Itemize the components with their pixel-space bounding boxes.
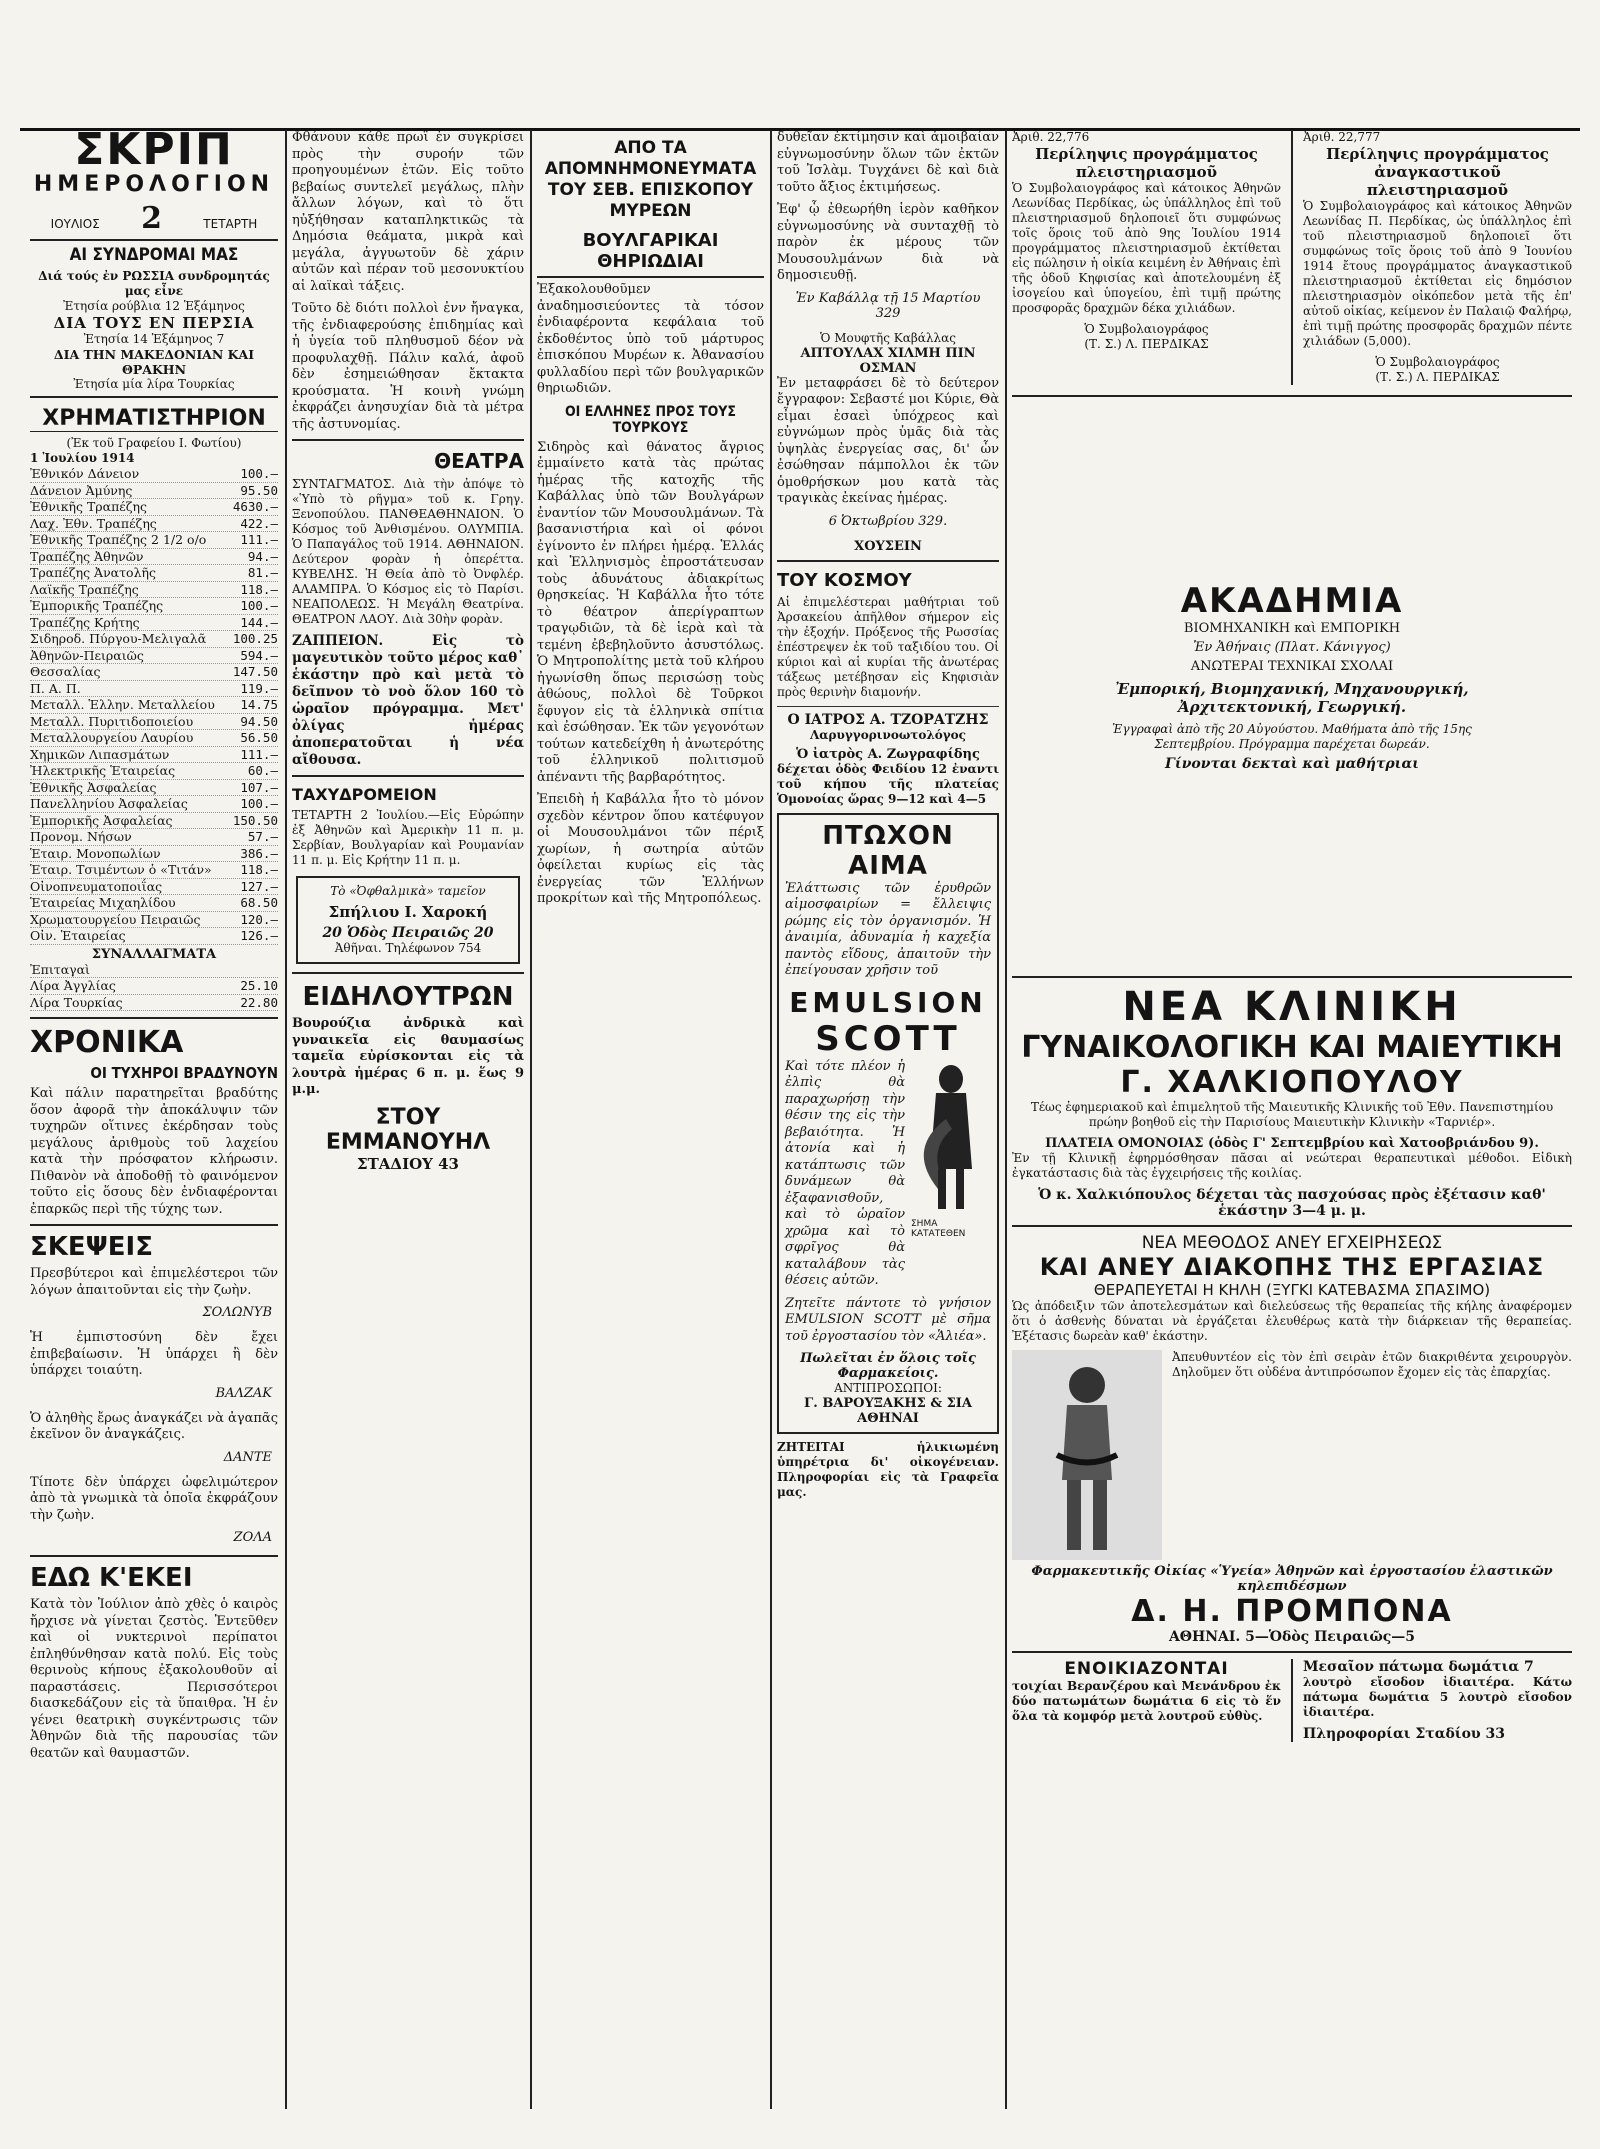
market-row-name: Μεταλλ. Πυριτιδοποιείου [30, 713, 194, 729]
market-row-value: 386.— [240, 845, 278, 861]
ophthalmic-ad-foot: Ἀθῆναι. Τηλέφωνον 754 [334, 941, 482, 955]
subscriptions-macedonia: ΔΙΑ ΤΗΝ ΜΑΚΕΔΟΝΙΑΝ ΚΑΙ ΘΡΑΚΗΝ [53, 347, 255, 377]
market-row-value: 107.— [240, 779, 278, 795]
market-row-name: Τραπέζης Κρήτης [30, 614, 140, 630]
market-row-value: 422.— [240, 515, 278, 531]
edo-kekei-heading: ΕΔΩ Κ'ΕΚΕΙ [30, 1563, 193, 1593]
market-row-name: Ἐθνικῆς Τραπέζης [30, 499, 148, 514]
market-row-value: 100.— [240, 598, 278, 613]
fx-row-value: 22.80 [240, 994, 278, 1010]
market-row [30, 499, 278, 516]
auction-right-sign-2: (Τ. Σ.) Λ. ΠΕΡΔΙΚΑΣ [1375, 370, 1500, 384]
column-rule [1005, 130, 1007, 2109]
market-row [30, 631, 278, 648]
clinic-doctor: Γ. ΧΑΛΚΙΟΠΟΥΛΟΥ [1120, 1065, 1464, 1100]
market-row [30, 846, 278, 863]
fx-row-name: Λίρα Τουρκίας [30, 994, 123, 1010]
ophthalmic-ad-address: 20 Ὁδὸς Πειραιῶς 20 [322, 925, 494, 941]
clinic-text: Τέως ἐφημεριακοῦ καὶ ἐπιμελητοῦ τῆς Μαιευτικῆς Κλινικῆς τοῦ Ἐθν. Πανεπιστημίου πρώην βοηθοῦ εἰς τὴν Παρισίους Μαιευτικὴν Κλινικὴν «Ταρνιέρ». [1030, 1100, 1554, 1129]
skepseis-section [30, 1232, 278, 1545]
fx-row [30, 962, 278, 979]
col4-date-line: Ἐν Καβάλλᾳ τῇ 15 Μαρτίου 329 [795, 290, 981, 321]
market-row [30, 483, 278, 500]
market-row [30, 747, 278, 764]
ophthalmic-ad-title: Τὸ «Ὀφθαλμικὰ» ταμεῖον [330, 884, 486, 898]
blank-space-2 [1012, 780, 1572, 970]
fx-row [30, 995, 278, 1012]
fx-heading: ΣΥΝΑΛΛΑΓΜΑΤΑ [91, 946, 217, 962]
notice-divider [1291, 130, 1293, 385]
academy-schools: ΑΝΩΤΕΡΑΙ ΤΕΧΝΙΚΑΙ ΣΧΟΛΑΙ [1190, 659, 1394, 674]
col4-text-2: Ἐφ' ᾧ ἐθεωρήθη ἱερὸν καθῆκον εὐγνωμοσύνης νὰ συνταχθῇ τὸ παρὸν ἐκ μέρους τῶν Μουσουλμάνων διὰ νὰ δημοσιευθῇ. [777, 202, 999, 283]
market-row-value: 144.— [240, 614, 278, 630]
subscriptions-box [30, 245, 278, 398]
market-row [30, 912, 278, 929]
market-row-value: 118.— [240, 581, 278, 597]
market-row [30, 895, 278, 912]
column-rule [285, 130, 287, 2109]
academy-city: Ἐν Ἀθήναις (Πλατ. Κάνιγγος) [1193, 640, 1391, 655]
pharmacy-name: Δ. Η. ΠΡΟΜΠΟΝΑ [1131, 1594, 1453, 1629]
subscriptions-heading: ΑΙ ΣΥΝΔΡΟΜΑΙ ΜΑΣ [69, 245, 239, 265]
post-text: ΤΕΤΑΡΤΗ 2 Ἰουλίου.—Εἰς Εὐρώπην ἐξ Ἀθηνῶν καὶ Ἀμερικὴν 11 π. μ. Σερβίαν, Βουλγαρίαν καὶ Ρουμανίαν 11 π. μ. Εἰς Κρήτην 11 π. μ. [292, 808, 524, 867]
market-row-value: 111.— [240, 532, 278, 547]
theatre-heading: ΘΕΑΤΡΑ [434, 449, 524, 473]
masthead-weekday: ΤΕΤΑΡΤΗ [203, 217, 258, 231]
market-row [30, 516, 278, 533]
column-2 [292, 130, 524, 2119]
scott-ad-brand-2: SCOTT [815, 1018, 961, 1059]
baths-place: ΣΤΑΔΙΟΥ 43 [357, 1154, 459, 1173]
memoirs-subheading: ΒΟΥΛΓΑΡΙΚΑΙ ΘΗΡΙΩΔΙΑΙ [537, 230, 764, 278]
market-row-value: 127.— [240, 878, 278, 894]
column-rule [530, 130, 532, 2109]
market-row-value: 94.— [247, 548, 278, 564]
rent-ad-2 [1303, 1659, 1572, 1742]
market-row [30, 565, 278, 582]
doctor-2-text: δέχεται ὁδὸς Φειδίου 12 ἐναντι τοῦ κήπου τῆς πλατείας Ὁμονοίας ὥρας 9—12 καὶ 4—5 [777, 761, 999, 806]
market-source: (Ἐκ τοῦ Γραφείου Ι. Φωτίου) [66, 436, 242, 450]
market-row [30, 532, 278, 549]
ophthalmic-ad-name: Σπήλιου Ι. Χαροκή [328, 903, 488, 921]
auction-notices [1012, 130, 1572, 385]
market-row-value: 119.— [240, 680, 278, 696]
market-row-value: 81.— [247, 565, 278, 580]
market-row-name: Σιδηροδ. Πύργου-Μελιγαλᾶ [30, 631, 207, 646]
col4-date-line-2: 6 Ὀκτωβρίου 329. [828, 513, 948, 529]
chronika-section [30, 1025, 278, 1218]
market-row-value: 95.50 [240, 482, 278, 498]
subscriptions-persia: ΔΙΑ ΤΟΥΣ ΕΝ ΠΕΡΣΙΑ [53, 314, 255, 332]
post-heading: ΤΑΧΥΔΡΟΜΕΙΟΝ [292, 785, 437, 804]
baths-name: ΣΤΟΥ ΕΜΜΑΝΟΥΗΛ [325, 1104, 491, 1155]
market-row-value: 100.— [240, 466, 278, 481]
market-row [30, 862, 278, 879]
zappeion-text: ΖΑΠΠΕΙΟΝ. Εἰς τὸ μαγευτικὸν τοῦτο μέρος καθ᾽ ἑκάστην πρὸ καὶ μετὰ τὸ δεῖπνον τὸ νοὸ ὅλον 160 τὸ ὡραῖον πρόγραμμα. Μετ' ὀλίγας ἡμέρας ἀποπερατοῦται ἡ νέα αἴθουσα. [292, 633, 524, 768]
market-row-name: Ἑταιρ. Μονοπωλίων [30, 845, 161, 861]
skepseis-quote-1: Πρεσβύτεροι καὶ ἐπιμελέστεροι τῶν λόγων ἀπαιτοῦνται εἰς τὴν ζωὴν. [30, 1266, 278, 1298]
academy-ad [1012, 573, 1572, 780]
clinic-title-2: ΓΥΝΑΙΚΟΛΟΓΙΚΗ ΚΑΙ ΜΑΙΕΥΤΙΚΗ [1021, 1030, 1563, 1065]
skepseis-author-3: ΔΑΝΤΕ [223, 1449, 272, 1465]
market-row [30, 829, 278, 846]
auction-right-number: Ἀριθ. 22,777 [1303, 130, 1381, 144]
academy-foot: Γίνονται δεκταὶ καὶ μαθήτριαι [1164, 756, 1419, 772]
theatre-text: ΣΥΝΤΑΓΜΑΤΟΣ. Διὰ τὴν ἀπόψε τὸ «Ὑπὸ τὸ ρῆγμα» τοῦ κ. Γρηγ. Ξενοπούλου. ΠΑΝΘΕΑΘΗΝΑΙΟΝ. Ὁ Κόσμος τοῦ Ἀνθισμένου. ΟΛΥΜΠΙΑ. Ὁ Παπαγάλος τοῦ 1914. ΑΘΗΝΑΙΟΝ. Δεύτερον φορὰν ἡ ὀπερέττα. ΚΥΒΕΛΗΣ. Ἡ Θεία ἀπὸ τὸ Ὀνφλέρ. ΑΛΑΜΠΡΑ. Ὁ Κόσμος εἰς τὸ Παρίσι. ΝΕΑΠΟΛΕΩΣ. Ἡ Μεγάλη Θεατρίνα. ΘΕΑΤΡΟΝ ΛΑΟΥ. Διὰ 30ὴν φορὰν. [292, 477, 524, 626]
col2-text-2: Τοῦτο δὲ διότι πολλοὶ ἐνν ἤναγκα, τῆς ἐνδιαφερούσης ἐπιδημίας καὶ ἡ ὑγεία τοῦ πληθυσμοῦ δέον νὰ προφυλαχθῇ. Πάλιν καλά, ἀφοῦ δὲν ἐσημειώθησαν ἔκτακτα κρούσματα. Ἡ κοινὴ γνώμη ἐκφράζει ἀνησυχίαν διὰ τὰ μέτρα τῆς ἀστυνομίας. [292, 301, 524, 432]
market-row-name: Μεταλλουργείου Λαυρίου [30, 730, 194, 745]
memoirs-text-1: Ἐξακολουθοῦμεν ἀναδημοσιεύοντες τὰ τόσον ἐνδιαφέροντα κεφάλαια τοῦ ἐκδοθέντος ὑπὸ τοῦ μάρτυρος ἐπισκόπου Μυρέων κ. Ἀθανασίου φυλλαδίου περὶ τῶν βουλγαρικῶν θηριωδιῶν. [537, 282, 764, 396]
fx-row-name: Λίρα Ἀγγλίας [30, 978, 116, 993]
market-row-value: 100.25 [232, 631, 278, 646]
col4-text-3: Ἐν μεταφράσει δὲ τὸ δεύτερον ἔγγραφον: Σεβαστέ μοι Κύριε, Θὰ εἶμαι ἐσαεὶ ὑπόχρεος καὶ εὐγνώμων πρὸς ὑμᾶς διὰ τὰς ὑψηλὰς ἐνεργείας σας, δι' ὧν ἐσώθησαν πάμπολλοι ἐκ τῶν ὁμοθρήσκων μου κατὰ τὰς τραγικὰς ἐκείνας ἡμέρας. [777, 375, 999, 506]
auction-left-text: Ὁ Συμβολαιογράφος καὶ κάτοικος Ἀθηνῶν Λεωνίδας Περδίκας, ὡς ὑπάλληλος ἐπὶ τοῦ πλειστηριασμοῦ δηλοποιεῖ ὅτι συμφώνως τοῖς ὅροις τοῦ ἀπὸ 9ης Ἰουλίου 1914 προγράμματος πλειστηριασμοῦ ἐκτίθεται εἰς πώλησιν ἡ οἰκία κειμένη ἐν Ἀθήναις ἐπὶ τῆς ὁδοῦ Κηφισίας καὶ ἀποτελουμένη ἐξ ἰσογείου καὶ ὑπογείου, ἐπὶ τιμῇ πρώτης προσφορᾶς δραχμῶν δέκα χιλιάδων. [1012, 181, 1281, 315]
auction-left-sign-1: Ὁ Συμβολαιογράφος [1084, 322, 1209, 336]
clinic-text-2: Ἐν τῇ Κλινικῇ ἐφηρμόσθησαν πᾶσαι αἱ νεώτεραι θεραπευτικαὶ μέθοδοι. Εἰδικὴ ἐγκατάστασις διὰ τὰς ἐγχειρήσεις τῆς κοιλίας. [1012, 1151, 1572, 1180]
market-row [30, 681, 278, 698]
market-row-name: Οἰν. Ἑταιρείας [30, 928, 126, 943]
market-heading: ΧΡΗΜΑΤΙΣΤΗΡΙΟΝ [30, 406, 278, 432]
skepseis-heading: ΣΚΕΨΕΙΣ [30, 1232, 153, 1262]
memoirs-text-2: Σιδηρὸς καὶ θάνατος ἄγριος ἐμμαίνετο κατὰ τὰς πρώτας ἡμέρας τῆς κατοχῆς τῆς Καβάλλας ὑπὸ τῶν Βουλγάρων ἐναντίον τῶν Μουσουλμάνων. Τὰ βασανιστήρια καὶ οἱ φόνοι ἐγίνοντο ἐν πλήρει ἡμέρᾳ. Ἑλλάς καὶ Ἑλληνισμὸς ἐπροστάτευσαν τοὺς ἀδυνάτους ἀδιακρίτως θρησκείας. Ἡ Καβάλλα ἦτο τότε τὸ θέατρον ἀπερίγραπτων τραγῳδιῶν, τὰ δὲ ἱερὰ καὶ τὰ τεμένη ἐβεβηλοῦντο ἀσυστόλως. Ὁ Μητροπολίτης μετὰ τοῦ κλήρου ἠγωνίσθη ὅπως περισώσῃ τοὺς ἀθώους, πολλοὶ δὲ Τοῦρκοι ἔφυγον εἰς τὰ ἑλληνικὰ σπίτια καὶ ἐσώθησαν. Ἐκ τῶν γεγονότων τούτων κατεδείχθη ἡ ἀνωτερότης τοῦ ἑλληνικοῦ πολιτισμοῦ ἀπέναντι τῆς βαρβαρότητος. [537, 439, 764, 785]
market-row-value: 147.50 [232, 664, 278, 679]
market-row-value: 68.50 [240, 895, 278, 910]
column-3 [537, 130, 764, 2119]
market-row-value: 94.50 [240, 713, 278, 729]
academy-list: Ἐμπορική, Βιομηχανική, Μηχανουργική, Ἀρχιτεκτονική, Γεωργική. [1115, 680, 1469, 716]
market-row [30, 714, 278, 731]
market-row-name: Τραπέζης Ἀθηνῶν [30, 548, 144, 564]
market-row [30, 730, 278, 747]
masthead-title: ΣΚΡΙΠ [74, 128, 234, 175]
auction-right-sign-1: Ὁ Συμβολαιογράφος [1375, 355, 1500, 369]
baths-heading: ΕΙΔΗΛΟΥΤΡΩΝ [302, 982, 514, 1012]
skepseis-author-4: ΖΟΛΑ [233, 1530, 272, 1545]
market-row-value: 120.— [240, 911, 278, 927]
market-row [30, 879, 278, 896]
market-row-value: 60.— [247, 763, 278, 778]
rent-ad-2-text: λουτρὸ εἴσοδον ἰδιαιτέρα. Κάτω πάτωμα δωμάτια 5 λουτρὸ εἴσοδον ἰδιαιτέρα. [1303, 1675, 1572, 1719]
market-row-name: Ἑταιρείας Μιχαηλίδου [30, 895, 176, 910]
scott-ad-text-1: Ἐλάττωσις τῶν ἐρυθρῶν αἱμοσφαιρίων = ἔλλειψις ρώμης εἰς τὸν ὀργανισμόν. Ἡ ἀναιμία, ἀδυναμία ἡ καχεξία παντὸς εἴδους, ἀπαιτοῦν τὴν ἐπείγουσαν χρῆσιν τοῦ [785, 880, 991, 978]
market-row-name: Λαϊκῆς Τραπέζης [30, 581, 139, 597]
clinic-hours: Ὁ κ. Χαλκιόπουλος δέχεται τὰς πασχούσας πρὸς ἐξέτασιν καθ' ἑκάστην 3—4 μ. μ. [1038, 1187, 1546, 1219]
skepseis-quote-2: Ἡ ἐμπιστοσύνη δὲν ἔχει ἐπιβεβαίωσιν. Ἡ ὑπάρχει ἢ δὲν ὑπάρχει τοιαύτη. [30, 1330, 278, 1378]
memoirs-inner-heading: ΟΙ ΕΛΛΗΝΕΣ ΠΡΟΣ ΤΟΥΣ ΤΟΥΡΚΟΥΣ [564, 403, 737, 436]
market-row-name: Οἰνοπνευματοποιΐας [30, 878, 163, 894]
scott-ad [777, 813, 999, 1435]
market-row-name: Ἀθηνῶν-Πειραιῶς [30, 647, 144, 663]
market-row-name: Ἑταιρ. Τσιμέντων ὁ «Τιτάν» [30, 862, 212, 877]
doctor-1-name: Ο ΙΑΤΡΟΣ Α. ΤΖΟΡΑΤΖΗΣ [787, 711, 989, 728]
rent-ad-2-info: Πληροφορίαι Σταδίου 33 [1303, 1726, 1505, 1742]
market-row-name: Π. Α. Π. [30, 680, 81, 696]
masthead-subtitle: ΗΜΕΡΟΛΟΓΙΟΝ [33, 172, 275, 197]
skepseis-author-1: ΣΟΛΩΝΥΒ [202, 1305, 272, 1320]
clinic-address: ΠΛΑΤΕΙΑ ΟΜΟΝΟΙΑΣ (ὁδὸς Γ' Σεπτεμβρίου καὶ Χατοοβριάνδου 9). [1045, 1136, 1539, 1151]
column-rule [770, 130, 772, 2109]
scott-ad-agents: Γ. ΒΑΡΟΥΞΑΚΗΣ & ΣΙΑ ΑΘΗΝΑΙ [804, 1396, 972, 1426]
market-row-name: Ἐθνικῆς Ἀσφαλείας [30, 779, 157, 795]
auction-notice-right [1303, 130, 1572, 385]
market-row [30, 796, 278, 813]
hernia-ad [1012, 1233, 1572, 1645]
edo-kekei-section [30, 1563, 278, 1762]
market-row-name: Πανελληνίου Ἀσφαλείας [30, 796, 188, 811]
scott-ad-caption: ΣΗΜΑ ΚΑΤΑΤΕΘΕΝ [911, 1218, 966, 1239]
ophthalmic-ad [296, 876, 520, 964]
fx-row [30, 978, 278, 995]
memoirs-heading: ΑΠΟ ΤΑ ΑΠΟΜΝΗΜΟΝΕΥΜΑΤΑ ΤΟΥ ΣΕΒ. ΕΠΙΣΚΟΠΟΥ ΜΥΡΕΩΝ [544, 138, 757, 221]
rent-ad-1-text: τοιχίαι Βερανζέρου καὶ Μενάνδρου ἐκ δύο πατωμάτων δωμάτια 6 εἰς τὸ ἕν ὅλα τὰ κομφόρ μετὰ λουτροῦ εὐθὺς. [1012, 1679, 1281, 1723]
col4-text-1: δυθεῖαν ἐκτίμησιν καὶ ἀμοιβαίαν εὐγνωμοσύνην ὅλων τῶν ἐκτῶν τοῦ Ἰσλὰμ. Τυγχάνει δὲ καὶ διὰ τοῦτο ἄξιος ἐκτιμήσεως. [777, 130, 999, 195]
market-row-value: 14.75 [240, 697, 278, 712]
market-row-name: Ἐμπορικῆς Τραπέζης [30, 598, 164, 613]
market-row-name: Δάνειον Ἀμύνης [30, 482, 133, 498]
market-row-name: Χημικῶν Λιπασμάτων [30, 746, 170, 762]
scott-ad-agents-label: ΑΝΤΙΠΡΟΣΩΠΟΙ: [834, 1381, 942, 1395]
market-row [30, 648, 278, 665]
market-row-value: 57.— [247, 829, 278, 844]
market-row-value: 111.— [240, 746, 278, 762]
scott-ad-text-2: Καὶ τότε πλέον ἡ ἐλπὶς θὰ παραχωρήσῃ τὴν θέσιν της εἰς τὴν βεβαιότητα. Ἡ ἀτονία καὶ ἡ κατάπτωσις τῶν δυνάμεων θὰ ἐξαφανισθοῦν, καὶ τὸ ὡραῖον χρῶμα καὶ τὸ σφρῖγος θὰ καταλάβουν τὰς θέσεις αὐτῶν. [785, 1058, 905, 1288]
market-row-name: Χρωματουργείου Πειραιῶς [30, 911, 201, 927]
doctor-2-name: Ὁ ἰατρὸς Α. Ζωγραφίδης [796, 746, 980, 762]
market-row [30, 664, 278, 681]
world-text: Αἱ ἐπιμελέστεραι μαθήτριαι τοῦ Ἀρσακείου ἀπῆλθον σήμερον εἰς τὴν ἐξοχήν. Πρόξενος τῆς Ρωσσίας ἐπέστρεψεν ἐκ τοῦ ταξιδίου του. Οἱ κύριοι καὶ αἱ κυρίαι τῆς ἀνωτέρας τάξεως μετέβησαν εἰς Κηφισιὰν πρὸς θερινὴν διαμονήν. [777, 594, 999, 699]
auction-right-title: Περίληψις προγράμματος ἀναγκαστικοῦ πλειστηριασμοῦ [1326, 145, 1549, 199]
col2-text-1: Φθάνουν κάθε πρωΐ ἐν συγκρίσει πρὸς τὴν συροήν τῶν προηγουμένων ἐτῶν. Εἰς τοῦτο βεβαίως συντελεῖ μεγάλως, πλὴν ἄλλων λόγων, καὶ τὸ ὅτι ηὐξήθησαν καταπληκτικῶς τὰ Δημόσια θεάματα, μικρὰ καὶ μεγάλα, ἀγγυωτοῦν δὲ χάριν αὐτῶν καὶ πέραν τοῦ μεσονυκτίου αἱ λαϊκαὶ τάξεις. [292, 130, 524, 294]
fx-row-value: 25.10 [240, 978, 278, 993]
market-row [30, 549, 278, 566]
market-row [30, 598, 278, 615]
hernia-text-2: Ἀπευθυντέον εἰς τὸν ἐπὶ σειρὰν ἐτῶν διακριθέντα χειρουργὸν. Δηλοῦμεν ὅτι οὐδένα ἀντιπρόσωπον ἔχομεν εἰς τὰς ἐπαρχίας. [1172, 1350, 1572, 1379]
market-row [30, 780, 278, 797]
auction-notice-left [1012, 130, 1281, 385]
rent-ads [1012, 1659, 1572, 1742]
market-date: 1 Ἰουλίου 1914 [30, 451, 135, 465]
market-row-value: 4630.— [232, 499, 278, 514]
fx-row-name: Ἐπιταγαὶ [30, 961, 90, 977]
chronika-text: Καὶ πάλιν παρατηρεῖται βραδύτης ὅσον ἀφορᾶ τὴν ἀποκάλυψιν τῶν τυχηρῶν οἵτινες ἐκέρδησαν τοὺς μεγάλους ἀριθμοὺς τοῦ λαχείου κατὰ τὴν πρόσφατον κλήρωσιν. Πιθανὸν νὰ ἀποδοθῇ τὸ φαινόμενον τοῦτο εἰς ὅσους δὲν ἐνδιαφέρονται ἐπαρκῶς περὶ τῆς τύχης των. [30, 1086, 278, 1217]
scott-ad-text-3: Ζητεῖτε πάντοτε τὸ γνήσιον EMULSION SCOTT μὲ σῆμα τοῦ ἐργοστασίου τὸν «Ἁλιέα». [785, 1295, 991, 1344]
hernia-illustration-icon [1012, 1350, 1162, 1560]
market-row-name: Ἐθνικῆς Τραπέζης 2 1/2 o/o [30, 532, 207, 547]
academy-title: ΑΚΑΔΗΜΙΑ [1180, 581, 1404, 621]
market-row [30, 928, 278, 945]
hernia-title-2: ΚΑΙ ΑΝΕΥ ΔΙΑΚΟΠΗΣ ΤΗΣ ΕΡΓΑΣΙΑΣ [1039, 1253, 1545, 1281]
market-row-value: 150.50 [232, 812, 278, 828]
col4-name-1: ΑΠΤΟΥΛΑΧ ΧΙΛΜΗ ΠΙΝ ΟΣΜΑΝ [800, 345, 976, 376]
column-1 [30, 128, 278, 2119]
market-row-value: 56.50 [240, 730, 278, 745]
skepseis-author-2: ΒΑΛΖΑΚ [215, 1385, 272, 1401]
skepseis-quote-3: Ὁ ἀληθὴς ἔρως ἀναγκάζει νὰ ἀγαπᾶς ἐκεῖνον ὃν ἀναγκάζεις. [30, 1410, 278, 1442]
rent-ad-1 [1012, 1659, 1281, 1742]
masthead [30, 128, 278, 241]
masthead-day: 2 [141, 201, 162, 236]
market-row [30, 582, 278, 599]
auction-left-number: Ἀριθ. 22,776 [1012, 130, 1090, 144]
subscriptions-macedonia-price: Ἐτησία μία λίρα Τουρκίας [73, 377, 235, 391]
market-row-value: 126.— [240, 928, 278, 943]
edo-kekei-text: Κατὰ τὸν Ἰούλιον ἀπὸ χθὲς ὁ καιρὸς ἤρχισε νὰ γίνεται ζεστὸς. Ἐντεῦθεν καὶ οἱ νυκτερινοὶ περίπατοι ἐπληθύνθησαν κατὰ πολύ. Εἰς τοὺς θερινοὺς κήπους ἐξακολουθοῦν αἱ παραστάσεις. Περισσότεροι διασκεδάζουν εἰς τὰ ὕπαιθρα. Ἡ ἐν γένει θεατρικὴ συγκέντρωσις τῶν Ἀθηνῶν διὰ τῆς παρουσίας τῶν θεατῶν καὶ θαυμαστῶν. [30, 1597, 278, 1761]
rent-ad-1-title: ΕΝΟΙΚΙΑΖΟΝΤΑΙ [1064, 1659, 1229, 1679]
academy-sub: ΒΙΟΜΗΧΑΝΙΚΗ καὶ ΕΜΠΟΡΙΚΗ [1183, 621, 1401, 636]
doctor-1-role: Λαρυγγορινοωτολόγος [810, 727, 966, 742]
masthead-month: ΙΟΥΛΙΟΣ [50, 217, 100, 231]
fisherman-illustration-icon [916, 1059, 986, 1219]
rent-ad-2-title: Μεσαῖον πάτωμα δωμάτια 7 [1303, 1659, 1534, 1675]
baths-text: Βουρούζια ἀνδρικὰ καὶ γυναικεῖα εἰς θαυμασίως ταμεῖα εὐρίσκονται εἰς τὰ λουτρὰ ἡμέρας 6 π. μ. ἕως 9 μ.μ. [292, 1016, 524, 1097]
market-table [30, 466, 278, 945]
clinic-title-1: ΝΕΑ ΚΛΙΝΙΚΗ [1122, 984, 1462, 1030]
hernia-text: Ὡς ἀπόδειξιν τῶν ἀποτελεσμάτων καὶ διελεύσεως τῆς θεραπείας τῆς κήλης ἀναφέρομεν ὅτι ὁ ἀσθενὴς δύναται νὰ ἐργάζεται ἐλευθέρως κατὰ τὴν διάρκειαν τῆς θεραπείας. Ἐξέτασις δωρεὰν καθ' ἑκάστην. [1012, 1299, 1572, 1343]
chronika-heading: ΧΡΟΝΙΚΑ [30, 1025, 184, 1060]
wanted-ad: ΖΗΤΕΙΤΑΙ ἡλικιωμένη ὑπηρέτρια δι' οἰκογένειαν. Πληροφορίαι εἰς τὰ Γραφεῖα μας. [777, 1440, 999, 1499]
pharmacy-address: ΑΘΗΝΑΙ. 5—Ὁδὸς Πειραιῶς—5 [1168, 1629, 1416, 1645]
subscriptions-russia: Διά τούς ἐν ΡΩΣΣΙΑ συνδρομητάς μας εἶνε [38, 269, 270, 298]
auction-left-title: Περίληψις προγράμματος πλειστηριασμοῦ [1035, 145, 1258, 181]
market-row [30, 697, 278, 714]
market-row [30, 763, 278, 780]
pharmacy-line: Φαρμακευτικῆς Οἰκίας «Ὑγεία» Ἀθηνῶν καὶ ἐργοστασίου ἐλαστικῶν κηλεπιδέσμων [1031, 1564, 1553, 1594]
market-row-name: Τραπέζης Ἀνατολῆς [30, 565, 156, 580]
chronika-subheading: ΟΙ ΤΥΧΗΡΟΙ ΒΡΑΔΥΝΟΥΝ [90, 1064, 278, 1082]
market-row-name: Μεταλλ. Ἑλλην. Μεταλλείου [30, 697, 215, 712]
col4-name-2: ΧΟΥΣΕΙΝ [854, 538, 922, 554]
scott-ad-fisherman [911, 1059, 991, 1296]
market-row-name: Προνομ. Νήσων [30, 829, 132, 844]
scott-ad-pharmacy: Πωλεῖται ἐν ὅλοις τοῖς Φαρμακείοις. [800, 1351, 976, 1381]
market-row-name: Θεσσαλίας [30, 664, 101, 679]
market-row [30, 615, 278, 632]
world-heading: ΤΟΥ ΚΟΣΜΟΥ [777, 569, 912, 591]
market-row [30, 466, 278, 483]
col4-mufti: Ὁ Μουφτῆς Καβάλλας [820, 330, 956, 345]
skepseis-quote-4: Τίποτε δὲν ὑπάρχει ὠφελιμώτερον ἀπὸ τὰ γνωμικὰ τὰ ὁποῖα ἐκφράζουν τὴν ζωὴν. [30, 1474, 278, 1523]
market-row-name: Ἠλεκτρικῆς Ἑταιρείας [30, 763, 176, 778]
subscriptions-persia-price: Ἐτησία 14 Ἑξάμηνος 7 [83, 332, 225, 346]
subscriptions-russia-price: Ἐτησία ρούβλια 12 Ἑξάμηνος [63, 299, 245, 313]
column-4 [777, 130, 999, 2119]
auction-right-text: Ὁ Συμβολαιογράφος καὶ κάτοικος Ἀθηνῶν Λεωνίδας Π. Περδίκας, ὡς ὑπάλληλος ἐπὶ τοῦ πλειστηριασμοῦ δηλοποιεῖ ὅτι συμφώνως τοῖς ὅροις τοῦ ἀπὸ 9 Ἰουνίου 1914 ἔτους προγράμματος ἀναγκαστικοῦ πλειστηριασμοῦ ἐκτίθεται εἰς δημόσιον πλειστηριασμὸν οἰκόπεδον μετὰ τῆς ἐπ' αὐτοῦ οἰκίας, κείμενον ἐν Παλαιῷ Φαλήρῳ, ἐπὶ τιμῇ πρώτης προσφορᾶς δραχμῶν πέντε χιλιάδων (5,000). [1303, 199, 1572, 348]
scott-ad-heading: ΠΤΩΧΟΝ ΑΙΜΑ [822, 820, 954, 881]
market-section [30, 406, 278, 1011]
market-row-name: Ἐμπορικῆς Ἀσφαλείας [30, 812, 173, 828]
hernia-title-3: ΘΕΡΑΠΕΥΕΤΑΙ Η ΚΗΛΗ (ΞΥΓΚΙ ΚΑΤΕΒΑΣΜΑ ΣΠΑΣΙΜΟ) [1093, 1281, 1491, 1299]
masthead-date [30, 201, 278, 241]
blank-space [1012, 403, 1572, 573]
market-row-name: Λαχ. Ἐθν. Τραπέζης [30, 515, 157, 531]
scott-ad-brand-1: EMULSION [789, 985, 987, 1019]
market-row [30, 813, 278, 830]
memoirs-text-3: Ἐπειδὴ ἡ Καβάλλα ἦτο τὸ μόνον σχεδὸν κέντρον ὅπου κατέφυγον οἱ Μουσουλμάνοι τῶν πέριξ χωρίων, ἡ σωτηρία αὐτῶν ὀφείλεται κυρίως εἰς τὰς ἐνεργείας τῶν Ἑλλήνων προκρίτων καὶ τῆς Μητροπόλεως. [537, 792, 764, 906]
hernia-title-1: ΝΕΑ ΜΕΘΟΔΟΣ ΑΝΕΥ ΕΓΧΕΙΡΗΣΕΩΣ [1141, 1233, 1443, 1253]
market-row-value: 118.— [240, 862, 278, 877]
clinic-ad [1012, 984, 1572, 1219]
auction-left-sign-2: (Τ. Σ.) Λ. ΠΕΡΔΙΚΑΣ [1084, 337, 1209, 351]
market-row-value: 594.— [240, 647, 278, 663]
market-row-name: Ἐθνικόν Δάνειον [30, 466, 140, 481]
column-5 [1012, 130, 1572, 2119]
academy-dates: Ἐγγραφαὶ ἀπὸ τῆς 20 Αὐγούστου. Μαθήματα ἀπὸ τῆς 15ης Σεπτεμβρίου. Πρόγραμμα παρέχεται δωρεάν. [1112, 722, 1472, 751]
market-row-value: 100.— [240, 796, 278, 811]
fx-table [30, 962, 278, 1012]
